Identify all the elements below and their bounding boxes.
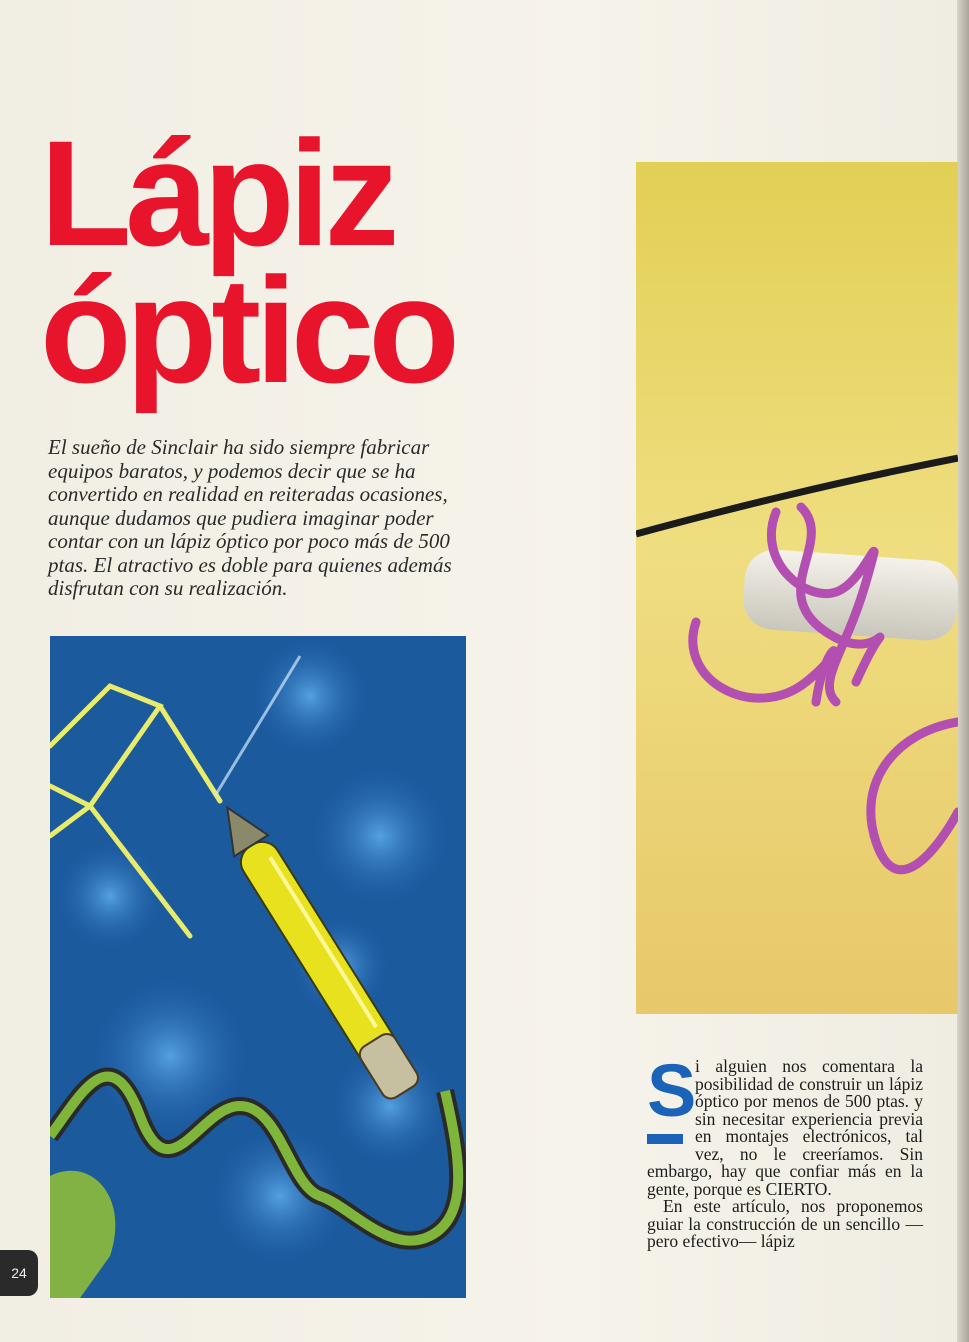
article-body	[647, 1049, 923, 1251]
page-number: 24	[0, 1250, 38, 1296]
title-line-2: óptico	[40, 246, 454, 414]
light-pen-illustration	[50, 636, 466, 1298]
light-pen-photo	[636, 162, 958, 1014]
dropcap-bar	[647, 1134, 683, 1144]
body-paragraph-1: i alguien nos comentara la posibilidad de construir un lápiz óptico por menos de 500 ptas. y sin necesitar experiencia previa en montajes electrónicos, tal vez, no le creeríamos. Sin embargo, hay que confiar más en la gente, porque es CIERTO.	[647, 1056, 923, 1199]
page-spine	[957, 0, 969, 1342]
intro-paragraph: El sueño de Sinclair ha sido siempre fabricar equipos baratos, y podemos decir que se ha convertido en realidad en reiteradas ocasiones, aunque dudamos que pudiera imaginar poder contar con un lápiz óptico por poco más de 500 ptas. El atractivo es doble para quienes además disfrutan con su realización.	[48, 435, 452, 600]
dropcap	[647, 1049, 697, 1152]
dropcap-letter: S	[647, 1049, 697, 1132]
title-line-1: Lápiz	[40, 109, 394, 277]
body-paragraph-2: En este artículo, nos proponemos guiar la construcción de un sencillo —pero efectivo— lápiz	[647, 1196, 923, 1251]
